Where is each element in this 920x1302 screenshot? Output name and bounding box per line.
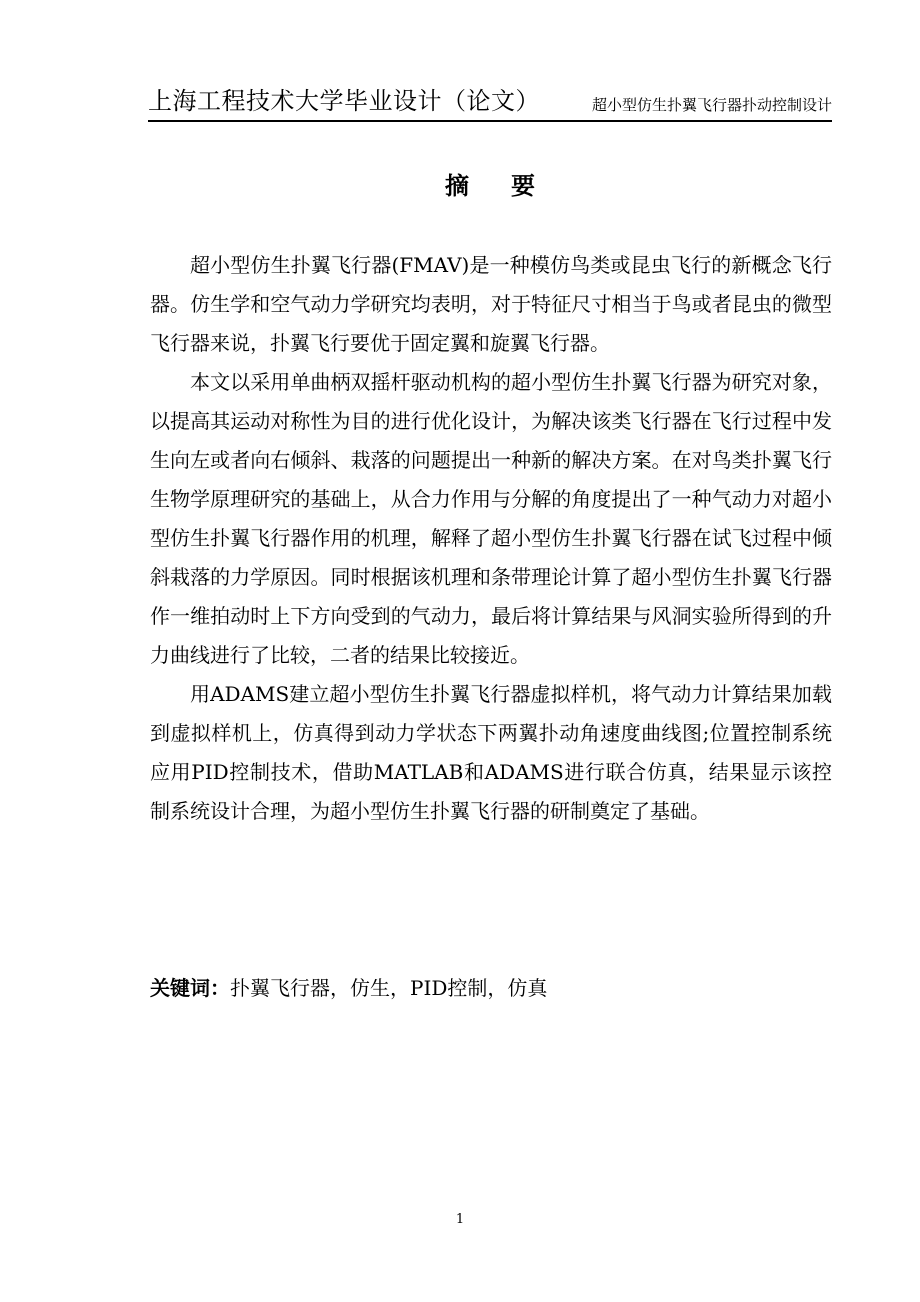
header-university-title: 上海工程技术大学毕业设计（论文） — [148, 87, 540, 115]
abstract-title: 摘要 — [445, 172, 577, 200]
keywords-value: 扑翼飞行器，仿生，PID控制，仿真 — [230, 976, 548, 1000]
abstract-paragraph-3: 用ADAMS建立超小型仿生扑翼飞行器虚拟样机，将气动力计算结果加载到虚拟样机上，仿真得到动力学状态下两翼扑动角速度曲线图;位置控制系统应用PID控制技术，借助MATLAB和ADAMS进行联合仿真，结果显示该控制系统设计合理，为超小型仿生扑翼飞行器的研制奠定了基础。 — [150, 682, 832, 823]
header-thesis-title: 超小型仿生扑翼飞行器扑动控制设计 — [591, 96, 832, 114]
keywords-line — [150, 972, 547, 1001]
page-header — [148, 88, 832, 118]
keywords-label: 关键词： — [150, 976, 230, 1000]
abstract-body — [150, 246, 832, 831]
header-divider — [148, 120, 832, 122]
abstract-paragraph-1: 超小型仿生扑翼飞行器(FMAV)是一种模仿鸟类或昆虫飞行的新概念飞行器。仿生学和空气动力学研究均表明，对于特征尺寸相当于鸟或者昆虫的微型飞行器来说，扑翼飞行要优于固定翼和旋翼飞行器。 — [150, 253, 832, 355]
page-number: 1 — [455, 1212, 465, 1227]
abstract-paragraph-2: 本文以采用单曲柄双摇杆驱动机构的超小型仿生扑翼飞行器为研究对象，以提高其运动对称性为目的进行优化设计，为解决该类飞行器在飞行过程中发生向左或者向右倾斜、栽落的问题提出一种新的解决方案。在对鸟类扑翼飞行生物学原理研究的基础上，从合力作用与分解的角度提出了一种气动力对超小型仿生扑翼飞行器作用的机理，解释了超小型仿生扑翼飞行器在试飞过程中倾斜栽落的力学原因。同时根据该机理和条带理论计算了超小型仿生扑翼飞行器作一维拍动时上下方向受到的气动力，最后将计算结果与风洞实验所得到的升力曲线进行了比较，二者的结果比较接近。 — [150, 370, 832, 667]
